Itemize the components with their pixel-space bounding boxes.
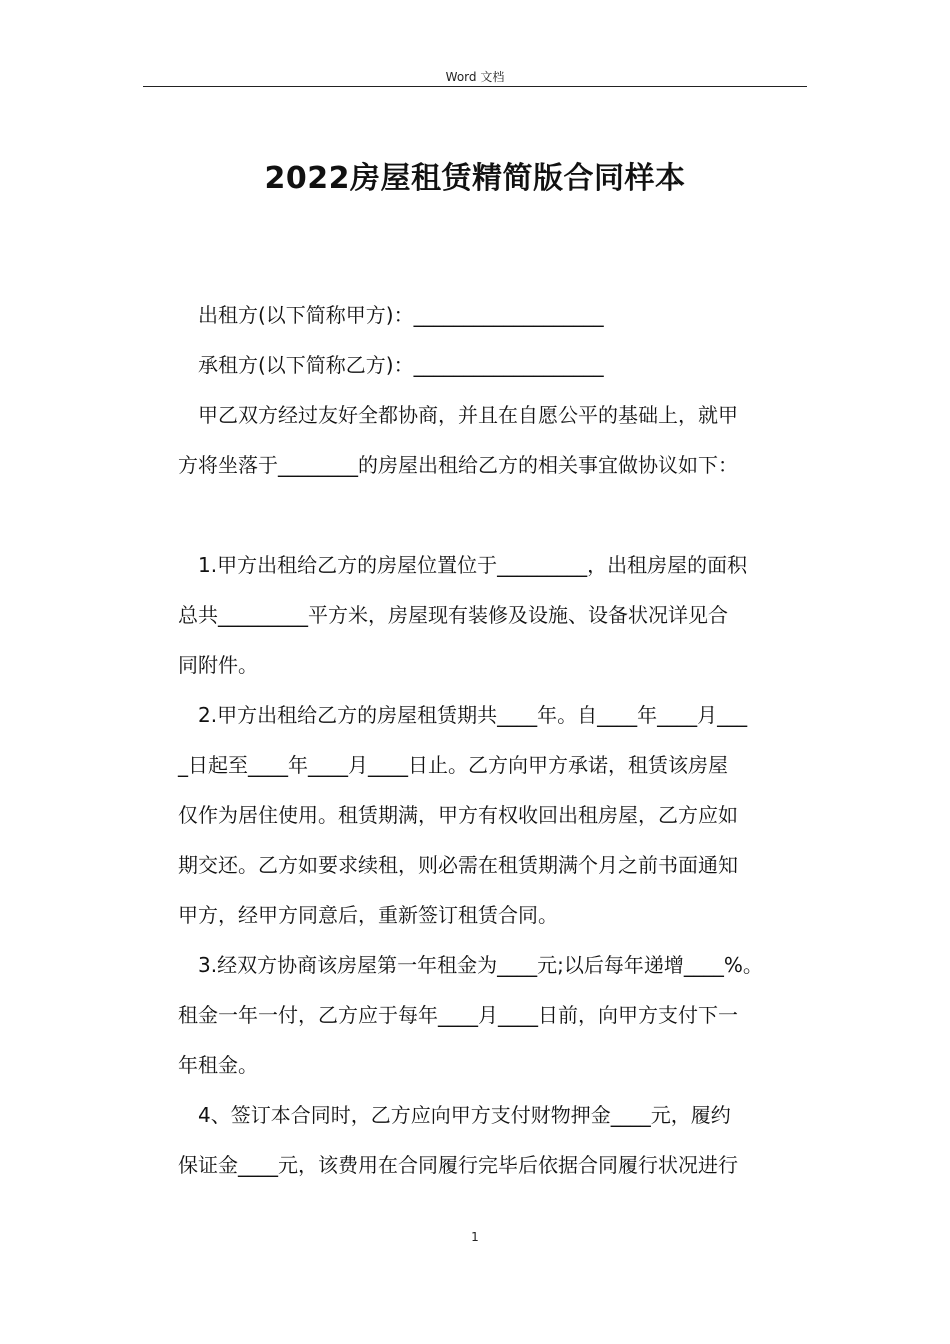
clause-2-line-3: 仅作为居住使用。租赁期满，甲方有权收回出租房屋，乙方应如	[178, 803, 738, 827]
header-divider	[143, 86, 807, 87]
clause-2-line-1: 2.甲方出租给乙方的房屋租赁期共____年。自____年____月___	[178, 703, 748, 727]
clause-1-line-3: 同附件。	[178, 653, 258, 677]
page-number: 1	[471, 1230, 479, 1244]
clause-3-line-2: 租金一年一付，乙方应于每年____月____日前，向甲方支付下一	[178, 1003, 738, 1027]
clause-2-line-4: 期交还。乙方如要求续租，则必需在租赁期满个月之前书面通知	[178, 853, 738, 877]
intro-line-2: 方将坐落于________的房屋出租给乙方的相关事宜做协议如下：	[178, 453, 738, 477]
intro-line-1: 甲乙双方经过友好全都协商，并且在自愿公平的基础上，就甲	[178, 403, 738, 427]
clause-2-line-5: 甲方，经甲方同意后，重新签订租赁合同。	[178, 903, 558, 927]
clause-4-line-2: 保证金____元，该费用在合同履行完毕后依据合同履行状况进行	[178, 1153, 738, 1177]
clause-2-line-2: _日起至____年____月____日止。乙方向甲方承诺，租赁该房屋	[178, 753, 728, 777]
document-title: 2022房屋租赁精简版合同样本	[264, 161, 686, 196]
clause-block	[178, 540, 808, 1190]
clause-3-line-3: 年租金。	[178, 1053, 258, 1077]
clause-3-line-1: 3.经双方协商该房屋第一年租金为____元;以后每年递增____%。	[178, 953, 763, 977]
clause-4-line-1: 4、签订本合同时，乙方应向甲方支付财物押金____元，履约	[178, 1103, 731, 1127]
clause-1-line-1: 1.甲方出租给乙方的房屋位置位于_________，出租房屋的面积	[178, 553, 748, 577]
party-block	[178, 290, 808, 490]
page-header: Word 文档	[445, 70, 505, 84]
clause-1-line-2: 总共_________平方米，房屋现有装修及设施、设备状况详见合	[178, 603, 728, 627]
lessor-line: 出租方(以下简称甲方)：___________________	[178, 303, 604, 327]
lessee-line: 承租方(以下简称乙方)：___________________	[178, 353, 604, 377]
